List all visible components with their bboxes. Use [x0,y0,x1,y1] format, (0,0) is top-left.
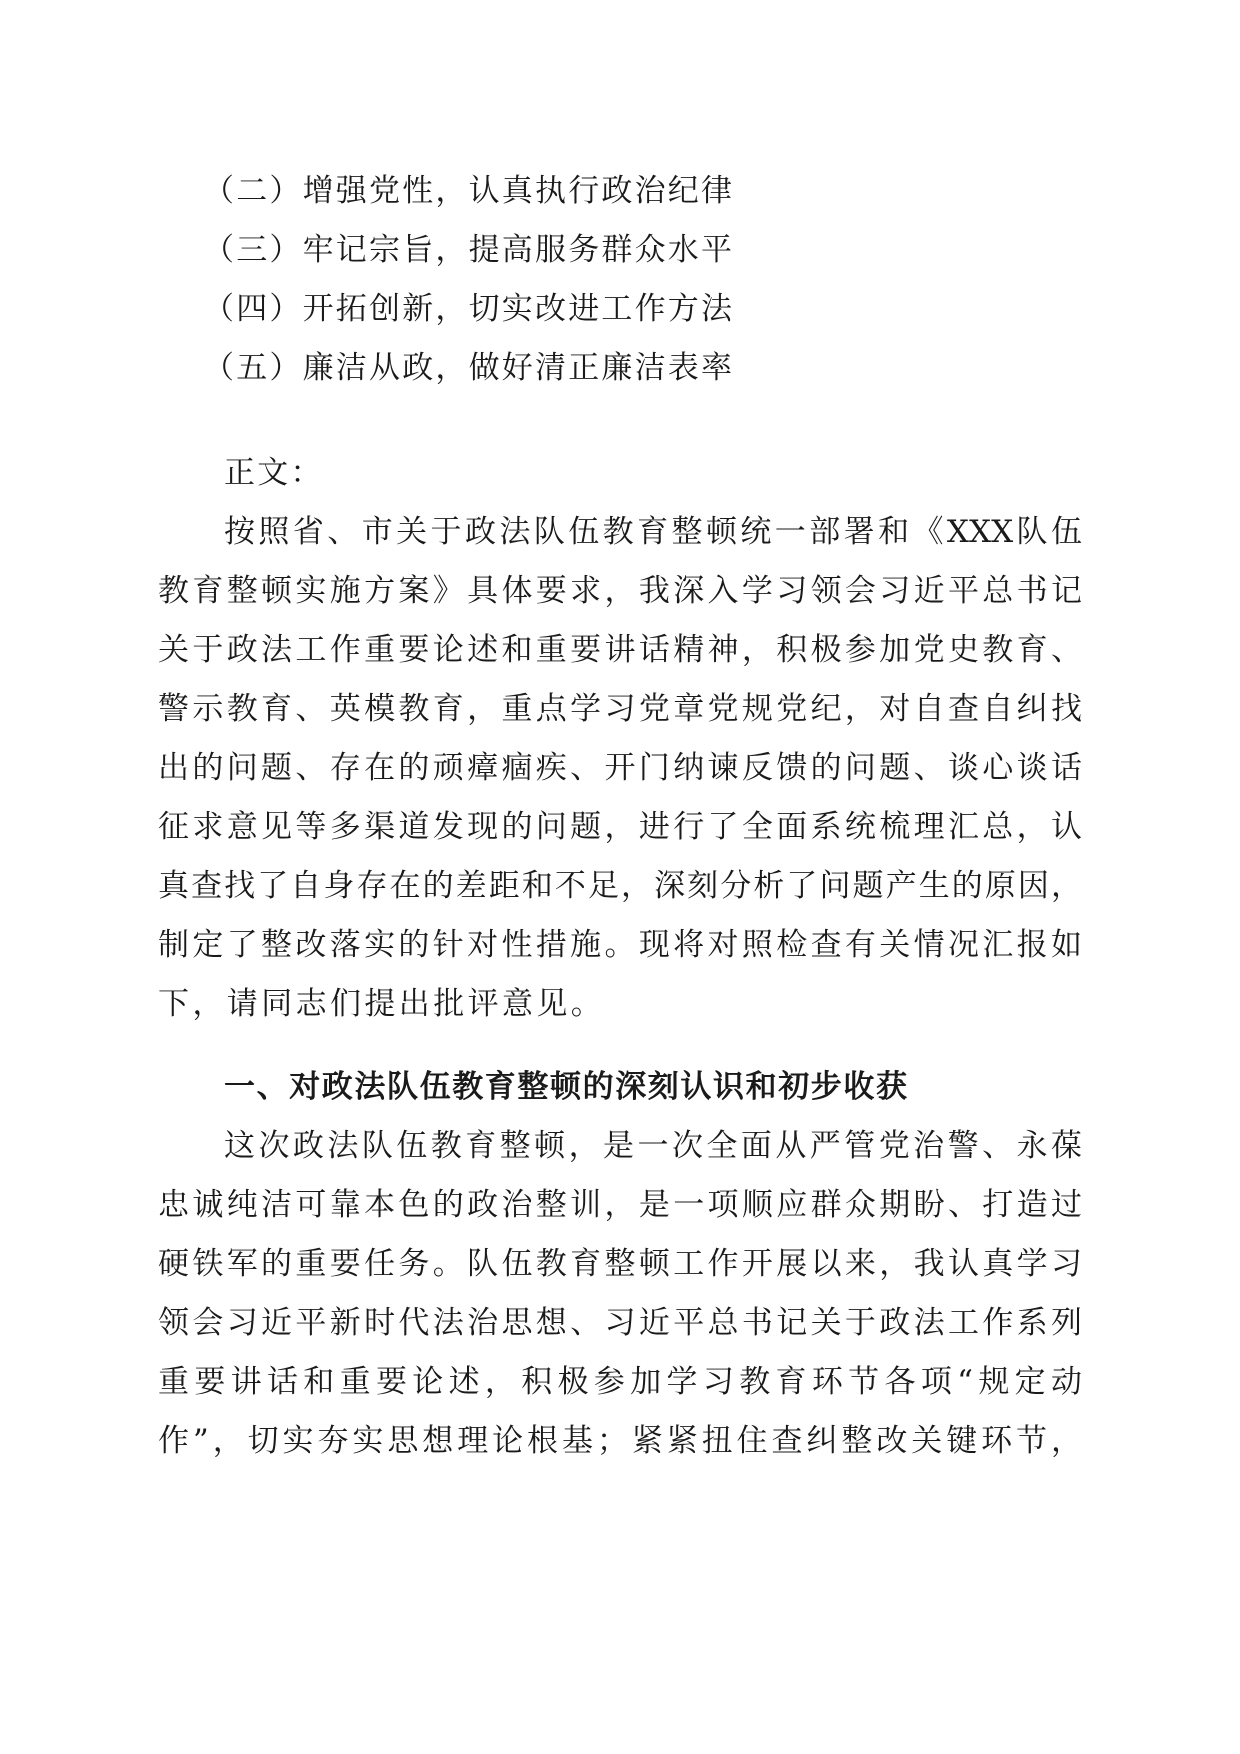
paragraph-line: 按照省、市关于政法队伍教育整顿统一部署和《XXX队伍 [224,514,1082,550]
outline-item-2: （二）增强党性，认真执行政治纪律 [203,173,735,209]
outline-item-4: （四）开拓创新，切实改进工作方法 [203,291,735,327]
paragraph-line: 作”，切实夯实思想理论根基；紧紧扭住查纠整改关键环节， [158,1423,1082,1459]
paragraph-line: 真查找了自身存在的差距和不足，深刻分析了问题产生的原因， [158,868,1082,904]
paragraph-line: 征求意见等多渠道发现的问题，进行了全面系统梳理汇总，认 [158,809,1082,845]
paragraph-line: 这次政法队伍教育整顿，是一次全面从严管党治警、永葆 [224,1128,1082,1164]
paragraph-line: 领会习近平新时代法治思想、习近平总书记关于政法工作系列 [158,1305,1082,1341]
outline-item-3: （三）牢记宗旨，提高服务群众水平 [203,232,735,268]
paragraph-line: 关于政法工作重要论述和重要讲话精神，积极参加党史教育、 [158,632,1082,668]
paragraph-line: 警示教育、英模教育，重点学习党章党规党纪，对自查自纠找 [158,691,1082,727]
paragraph-line: 忠诚纯洁可靠本色的政治整训，是一项顺应群众期盼、打造过 [158,1187,1082,1223]
outline-item-5: （五）廉洁从政，做好清正廉洁表率 [203,350,735,386]
body-label: 正文： [224,455,324,491]
paragraph-line: 出的问题、存在的顽瘴痼疾、开门纳谏反馈的问题、谈心谈话 [158,750,1082,786]
paragraph-line: 硬铁军的重要任务。队伍教育整顿工作开展以来，我认真学习 [158,1246,1082,1282]
section-heading: 一、对政法队伍教育整顿的深刻认识和初步收获 [224,1069,909,1105]
paragraph-line: 重要讲话和重要论述，积极参加学习教育环节各项“规定动 [158,1364,1082,1400]
paragraph-line: 教育整顿实施方案》具体要求，我深入学习领会习近平总书记 [158,573,1082,609]
paragraph-line: 下，请同志们提出批评意见。 [158,986,606,1022]
paragraph-line: 制定了整改落实的针对性措施。现将对照检查有关情况汇报如 [158,927,1082,963]
